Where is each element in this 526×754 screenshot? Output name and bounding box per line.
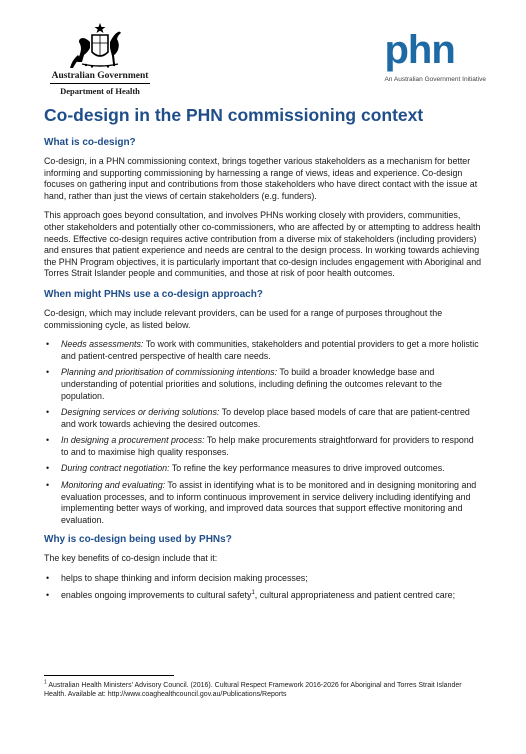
document-body xyxy=(44,104,482,608)
list-item xyxy=(44,435,482,458)
bullet-icon: • xyxy=(46,589,50,600)
list-item-text: To work with communities, stakeholders and potential providers to get a more holistic and patient-centred perspective of health care needs. xyxy=(61,339,479,361)
section-heading-why: Why is co-design being used by PHNs? xyxy=(44,534,232,546)
list-item xyxy=(44,367,482,402)
phn-wordmark: phn xyxy=(384,28,455,72)
list-item xyxy=(44,463,482,475)
government-name: Australian Government xyxy=(51,71,149,81)
footnote-reference[interactable]: 1 xyxy=(251,589,255,596)
bullet-icon: • xyxy=(46,480,50,491)
list-item-text: To develop place based models of care that are patient-centred and work towards achieving the desired outcomes. xyxy=(61,407,470,429)
section-heading-what: What is co-design? xyxy=(44,137,136,148)
coat-of-arms-icon xyxy=(68,22,132,70)
footnote-divider xyxy=(44,675,174,676)
paragraph-why-intro: The key benefits of co-design include that it: xyxy=(44,553,218,564)
bullet-icon: • xyxy=(46,435,50,446)
section-heading-when: When might PHNs use a co-design approach? xyxy=(44,288,263,300)
footnote xyxy=(44,681,484,700)
list-item-text: To help make procurements straightforward for providers to respond to and to maximise high quality responses. xyxy=(61,435,474,457)
footnote-marker: 1 xyxy=(44,679,47,686)
page-header xyxy=(0,0,526,100)
list-item xyxy=(44,573,482,585)
purposes-list xyxy=(44,339,482,526)
list-item-label: During contract negotiation: xyxy=(61,463,170,474)
list-item-text: helps to shape thinking and inform decision making processes; xyxy=(61,573,308,584)
australian-government-logo xyxy=(40,22,160,96)
bullet-icon: • xyxy=(46,573,50,584)
paragraph-what-2: This approach goes beyond consultation, and involves PHNs working closely with providers, communities, other stakeholders and potentially other co-commissioners, who are affected by or attempting to address health needs. Effective co-design requires active contribution from a diverse mix of stakeholders (including providers) and ensures that patient experience and needs are central to the design process. In working towards achieving the PHN Program objectives, it is particularly important that co-design includes engagement with Aboriginal and Torres Strait Islander people and communities, and those at risk of poor health outcomes. xyxy=(44,210,482,279)
logo-divider xyxy=(50,83,150,84)
phn-tagline: An Australian Government Initiative xyxy=(384,76,486,83)
list-item-text: To build a broader knowledge base and understanding of potential priorities and solutions, including defining the outcomes relevant to the population. xyxy=(61,367,442,401)
list-item-label: In designing a procurement process: xyxy=(61,435,205,446)
paragraph-when-intro: Co-design, which may include relevant providers, can be used for a range of purposes throughout the commissioning cycle, as listed below. xyxy=(44,307,443,330)
list-item-label: Monitoring and evaluating: xyxy=(61,480,166,491)
bullet-icon: • xyxy=(46,367,50,378)
benefits-list xyxy=(44,573,482,601)
list-item-label: Needs assessments: xyxy=(61,339,144,350)
list-item xyxy=(44,339,482,362)
department-name: Department of Health xyxy=(60,86,140,96)
list-item-label: Planning and prioritisation of commissioning intentions: xyxy=(61,367,278,378)
list-item-text: To assist in identifying what is to be monitored and in designing monitoring and evaluation processes, and to inform continuous improvement in service delivery including identifying and implementing better ways of working, and improved data sources that support effective monitoring and evaluation. xyxy=(61,480,477,525)
list-item-text: enables ongoing improvements to cultural safety xyxy=(61,589,252,600)
list-item-text-cont: , cultural appropriateness and patient centred care; xyxy=(254,589,456,600)
bullet-icon: • xyxy=(46,407,50,418)
list-item xyxy=(44,407,482,430)
list-item xyxy=(44,480,482,526)
bullet-icon: • xyxy=(46,463,50,474)
list-item-label: Designing services or deriving solutions: xyxy=(61,407,220,418)
footnote-text: Australian Health Ministers' Advisory Council. (2016). Cultural Respect Framework 2016-2026 for Aboriginal and Torres Strait Islander Health. Available at: http://www.coaghealthcouncil.gov.au/Publications/Reports xyxy=(44,682,462,699)
list-item-text: To refine the key performance measures to drive improved outcomes. xyxy=(169,463,445,474)
page-title: Co-design in the PHN commissioning context xyxy=(44,105,424,125)
list-item xyxy=(44,590,482,602)
paragraph-what-1: Co-design, in a PHN commissioning context, brings together various stakeholders as a mechanism for better informing and supporting commissioning by harnessing a range of views, ideas and experience. Co-design focuses on gathering input and contributions from those stakeholders who have direct contact with the issue at hand, rather than just the views of certain stakeholders (e.g. funders). xyxy=(44,156,478,201)
bullet-icon: • xyxy=(46,339,50,350)
phn-logo xyxy=(384,30,486,83)
